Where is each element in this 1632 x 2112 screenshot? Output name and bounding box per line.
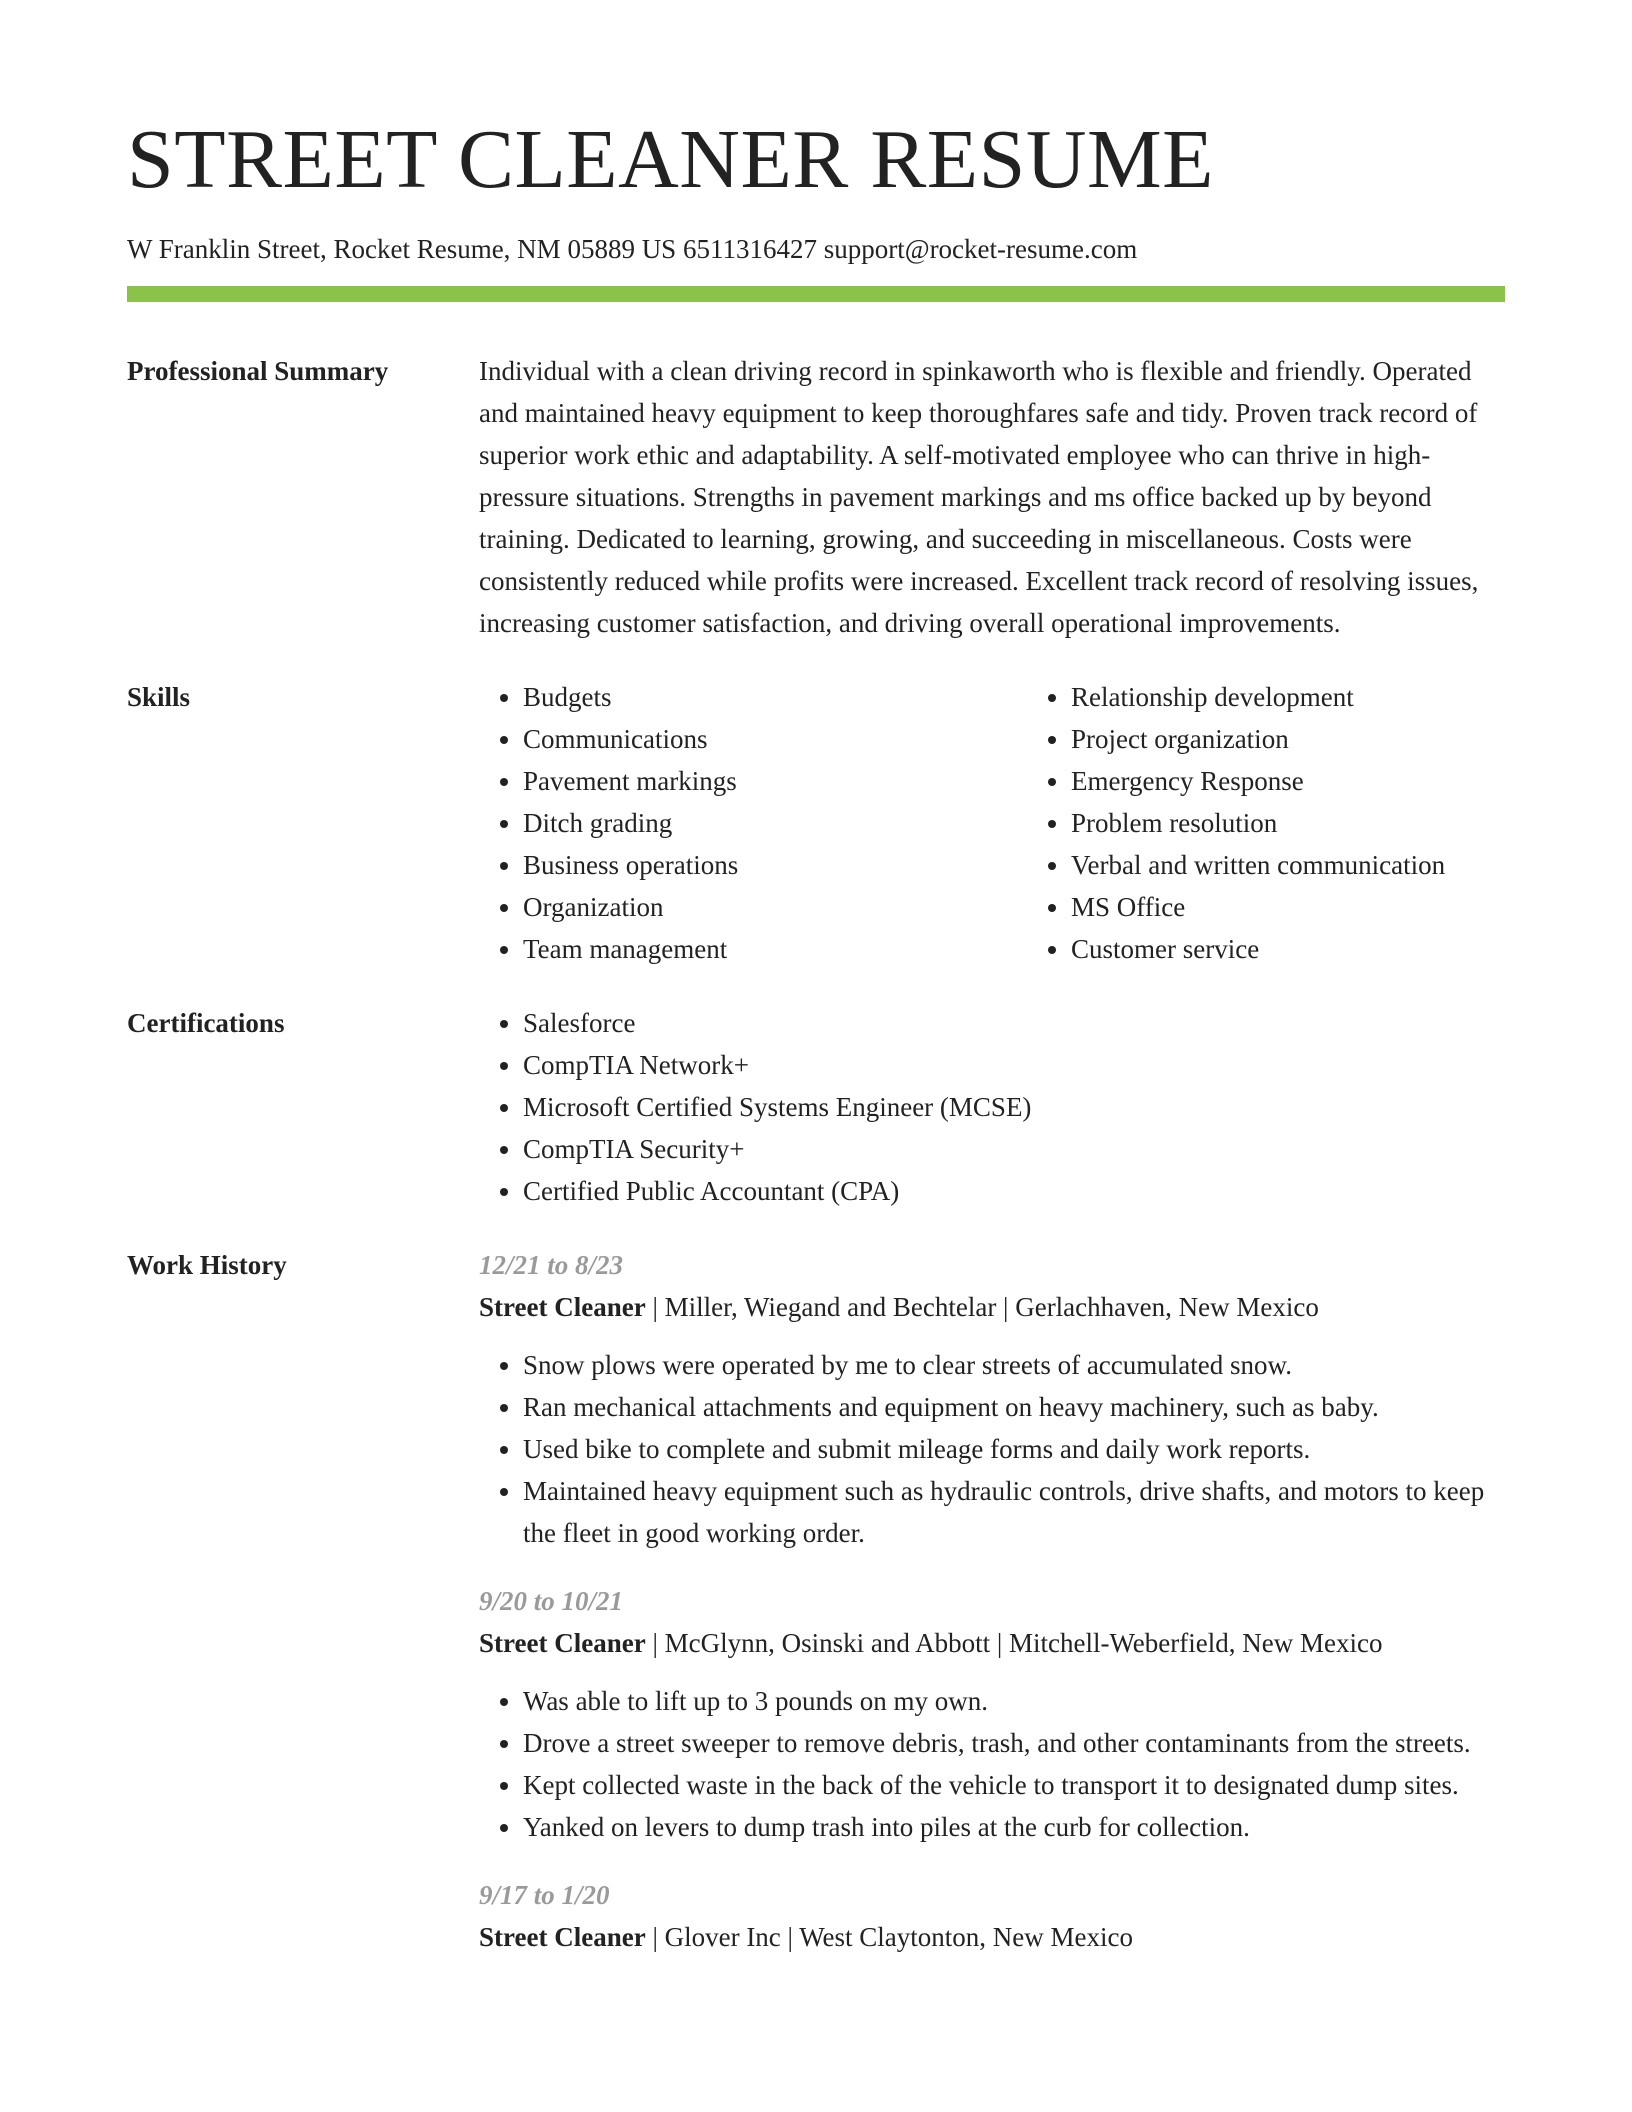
list-item: • CompTIA Security+ xyxy=(523,1128,1505,1170)
section-professional-summary xyxy=(127,350,1505,644)
list-item: • Salesforce xyxy=(523,1002,1505,1044)
job-entry xyxy=(479,1244,1505,1554)
list-item: • Organization xyxy=(523,886,1027,928)
list-item: • Ran mechanical attachments and equipment on heavy machinery, such as baby. xyxy=(523,1386,1505,1428)
section-label: Professional Summary xyxy=(127,356,389,386)
section-body xyxy=(479,1002,1505,1212)
skills-columns xyxy=(479,676,1505,970)
section-certifications xyxy=(127,1002,1505,1212)
list-item: • Verbal and written communication xyxy=(1071,844,1505,886)
list-item: • Kept collected waste in the back of the vehicle to transport it to designated dump sites. xyxy=(523,1764,1505,1806)
list-item: • Microsoft Certified Systems Engineer (MCSE) xyxy=(523,1086,1505,1128)
list-item: • Ditch grading xyxy=(523,802,1027,844)
job-employer: | Miller, Wiegand and Bechtelar | Gerlachhaven, New Mexico xyxy=(645,1292,1319,1322)
job-date: 9/17 to 1/20 xyxy=(479,1880,610,1910)
list-item: • Snow plows were operated by me to clear streets of accumulated snow. xyxy=(523,1344,1505,1386)
job-heading xyxy=(479,1916,1505,1958)
job-title: Street Cleaner xyxy=(479,1628,646,1658)
list-item: • Maintained heavy equipment such as hydraulic controls, drive shafts, and motors to keep the fleet in good working order. xyxy=(523,1470,1505,1554)
list-item: • Certified Public Accountant (CPA) xyxy=(523,1170,1505,1212)
list-item: • Team management xyxy=(523,928,1027,970)
job-title: Street Cleaner xyxy=(479,1292,646,1322)
section-skills xyxy=(127,676,1505,970)
list-item: • Used bike to complete and submit mileage forms and daily work reports. xyxy=(523,1428,1505,1470)
section-label: Certifications xyxy=(127,1008,285,1038)
job-heading xyxy=(479,1286,1505,1328)
contact-line: W Franklin Street, Rocket Resume, NM 05889 US 6511316427 support@rocket-resume.com xyxy=(127,234,1138,264)
list-item: • Yanked on levers to dump trash into piles at the curb for collection. xyxy=(523,1806,1505,1848)
job-title: Street Cleaner xyxy=(479,1922,646,1952)
list-item: • Business operations xyxy=(523,844,1027,886)
list-item: • MS Office xyxy=(1071,886,1505,928)
list-item: • Pavement markings xyxy=(523,760,1027,802)
job-date: 9/20 to 10/21 xyxy=(479,1586,624,1616)
resume-title: STREET CLEANER RESUME xyxy=(127,113,1214,206)
list-item: • Emergency Response xyxy=(1071,760,1505,802)
section-work-history xyxy=(127,1244,1505,1984)
list-item: • Communications xyxy=(523,718,1027,760)
skills-list-right xyxy=(1027,676,1505,970)
header-divider xyxy=(127,286,1505,302)
list-item: • Project organization xyxy=(1071,718,1505,760)
job-bullets xyxy=(479,1680,1505,1848)
list-item: • Relationship development xyxy=(1071,676,1505,718)
section-body xyxy=(479,1244,1505,1984)
job-entry xyxy=(479,1874,1505,1958)
job-bullets xyxy=(479,1344,1505,1554)
list-item: • Problem resolution xyxy=(1071,802,1505,844)
job-heading xyxy=(479,1622,1505,1664)
list-item: • Customer service xyxy=(1071,928,1505,970)
section-label: Work History xyxy=(127,1250,287,1280)
job-employer: | McGlynn, Osinski and Abbott | Mitchell-Weberfield, New Mexico xyxy=(645,1628,1383,1658)
resume-content xyxy=(127,350,1505,2016)
certifications-list xyxy=(479,1002,1505,1212)
section-body xyxy=(479,350,1505,644)
skills-list-left xyxy=(479,676,1027,970)
job-employer: | Glover Inc | West Claytonton, New Mexico xyxy=(645,1922,1133,1952)
list-item: • CompTIA Network+ xyxy=(523,1044,1505,1086)
list-item: • Budgets xyxy=(523,676,1027,718)
section-label: Skills xyxy=(127,682,191,712)
job-entry xyxy=(479,1580,1505,1848)
list-item: • Drove a street sweeper to remove debris, trash, and other contaminants from the streets. xyxy=(523,1722,1505,1764)
list-item: • Was able to lift up to 3 pounds on my own. xyxy=(523,1680,1505,1722)
job-date: 12/21 to 8/23 xyxy=(479,1250,624,1280)
summary-text: Individual with a clean driving record in spinkaworth who is flexible and friendly. Operated and maintained heavy equipment to keep thoroughfares safe and tidy. Proven track record of superior work ethic and adaptability. A self-motivated employee who can thrive in high-pressure situations. Strengths in pavement markings and ms office backed up by beyond training. Dedicated to learning, growing, and succeeding in miscellaneous. Costs were consistently reduced while profits were increased. Excellent track record of resolving issues, increasing customer satisfaction, and driving overall operational improvements. xyxy=(479,356,1479,638)
